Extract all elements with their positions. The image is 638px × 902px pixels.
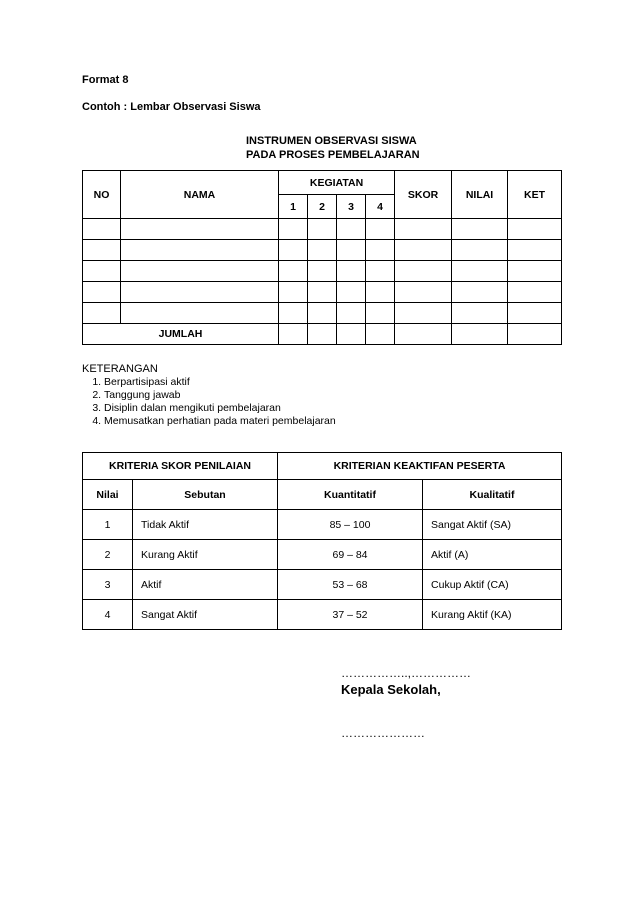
signature-place-date: ……………..,…………… [341,666,472,680]
header-kegiatan-4: 4 [366,195,395,219]
instrument-title [246,134,420,162]
list-item: 3. Disiplin dalan mengikuti pembelajaran [104,402,336,415]
table-row [83,240,562,261]
total-row [83,324,562,345]
header-kuantitatif: Kuantitatif [278,480,423,510]
keterangan-section [82,363,336,428]
table-row [83,219,562,240]
cell-kuantitatif: 37 – 52 [278,600,423,630]
cell-sebutan: Sangat Aktif [133,600,278,630]
cell-kuantitatif: 85 – 100 [278,510,423,540]
cell-nilai: 4 [83,600,133,630]
instrument-title-line-2: PADA PROSES PEMBELAJARAN [246,149,420,161]
document-subtitle: Contoh : Lembar Observasi Siswa [82,101,261,113]
cell-sebutan: Aktif [133,570,278,600]
cell-nilai: 3 [83,570,133,600]
signature-role: Kepala Sekolah, [341,682,441,697]
table-row [83,282,562,303]
table-row [83,510,562,540]
header-skor: SKOR [395,171,452,219]
criteria-table [82,452,562,630]
instrument-title-line-1: INSTRUMEN OBSERVASI SISWA [246,135,417,147]
header-kegiatan-2: 2 [308,195,337,219]
table-row [83,303,562,324]
header-no: NO [83,171,121,219]
table-row [83,540,562,570]
total-label: JUMLAH [83,324,279,345]
cell-kualitatif: Aktif (A) [423,540,562,570]
header-kualitatif: Kualitatif [423,480,562,510]
table-row [83,600,562,630]
table-row [83,570,562,600]
header-kegiatan-3: 3 [337,195,366,219]
header-ket: KET [508,171,562,219]
cell-nilai: 1 [83,510,133,540]
list-item: 2. Tanggung jawab [104,389,336,402]
header-sebutan: Sebutan [133,480,278,510]
signature-name-line: ………………… [341,726,425,740]
cell-kuantitatif: 69 – 84 [278,540,423,570]
header-nilai: Nilai [83,480,133,510]
cell-sebutan: Kurang Aktif [133,540,278,570]
cell-sebutan: Tidak Aktif [133,510,278,540]
header-kegiatan-1: 1 [279,195,308,219]
criteria-score-heading: KRITERIA SKOR PENILAIAN [83,453,278,480]
list-item: 4. Memusatkan perhatian pada materi pembelajaran [104,415,336,428]
cell-kualitatif: Kurang Aktif (KA) [423,600,562,630]
cell-kualitatif: Cukup Aktif (CA) [423,570,562,600]
table-row [83,261,562,282]
keterangan-list [82,376,336,428]
format-label: Format 8 [82,74,129,86]
observation-table [82,170,562,345]
list-item: 1. Berpartisipasi aktif [104,376,336,389]
keterangan-title: KETERANGAN [82,363,158,375]
cell-kuantitatif: 53 – 68 [278,570,423,600]
cell-kualitatif: Sangat Aktif (SA) [423,510,562,540]
header-kegiatan: KEGIATAN [279,171,395,195]
header-nilai: NILAI [452,171,508,219]
cell-nilai: 2 [83,540,133,570]
criteria-activity-heading: KRITERIAN KEAKTIFAN PESERTA [278,453,562,480]
header-nama: NAMA [121,171,279,219]
